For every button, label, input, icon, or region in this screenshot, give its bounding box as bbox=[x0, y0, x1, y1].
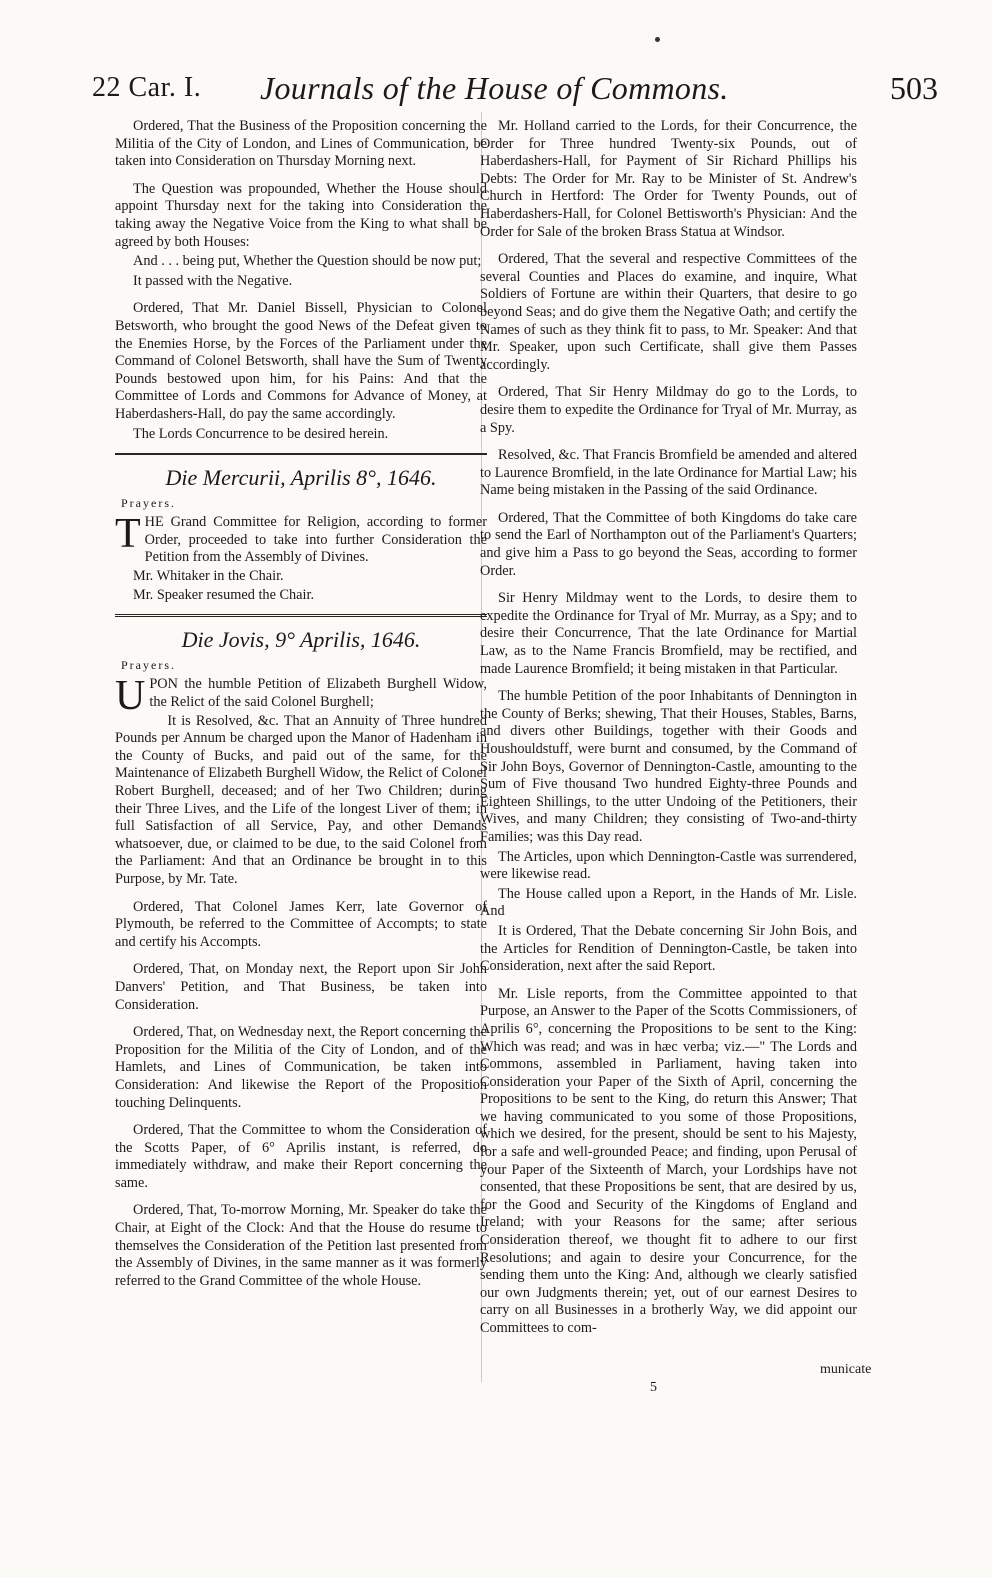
paragraph: The Question was propounded, Whether the House should appoint Thursday next for the taking into Consideration the taking away the Negative Voice from the King to what shall be agreed by both Houses: bbox=[115, 180, 487, 250]
paragraph: Ordered, That, To-morrow Morning, Mr. Speaker do take the Chair, at Eight of the Clock: And that the House do resume to themselves the Consideration of the Petition last presented from the Assembly of Divines, in the same manner as it was formerly referred to the Grand Committee of the whole House. bbox=[115, 1202, 487, 1289]
paragraph: Ordered, That, on Monday next, the Report upon Sir John Danvers' Petition, and That Business, be taken into Consideration. bbox=[115, 961, 487, 1013]
catchword: municate bbox=[820, 1362, 872, 1377]
day-heading: Die Mercurii, Aprilis 8°, 1646. bbox=[165, 465, 437, 491]
signature-mark: 5 bbox=[650, 1380, 657, 1395]
paragraph: Mr. Speaker resumed the Chair. bbox=[133, 586, 315, 603]
regnal-year: 22 Car. I. bbox=[92, 72, 202, 103]
paragraph: Ordered, That the Committee to whom the Consideration of the Scotts Paper, of 6° Aprilis instant, is referred, do immediately withdraw, and make their Report concerning the same. bbox=[115, 1122, 487, 1191]
paragraph: It is Ordered, That the Debate concerning Sir John Bois, and the Articles for Rendition of Dennington-Castle, be taken into Consideration, next after the said Report. bbox=[480, 922, 857, 975]
paragraph: The Lords Concurrence to be desired herein. bbox=[133, 425, 389, 442]
paragraph: Ordered, That the Committee of both Kingdoms do take care to send the Earl of Northampton out of the Parliament's Quarters; and give him a Pass to go beyond the Seas, according to former Order. bbox=[480, 509, 857, 579]
paragraph-text: PON the humble Petition of Elizabeth Burghell Widow, the Relict of the said Colonel Burghell; bbox=[149, 676, 487, 711]
drop-cap: U bbox=[115, 673, 146, 720]
section-rule bbox=[115, 453, 487, 455]
paragraph bbox=[115, 673, 487, 720]
running-title: Journals of the House of Commons. bbox=[260, 70, 729, 106]
paragraph: The House called upon a Report, in the Hands of Mr. Lisle. And bbox=[480, 885, 857, 920]
drop-cap: T bbox=[115, 511, 141, 558]
left-column bbox=[115, 118, 487, 1300]
paragraph: Resolved, &c. That Francis Bromfield be amended and altered to Laurence Bromfield, in the late Ordinance for Martial Law; his Name being mistaken in the Passing of the said Ordinance. bbox=[480, 447, 857, 499]
paragraph: Ordered, That the Business of the Proposition concerning the Militia of the City of London, and Lines of Communication, be taken into Consideration on Thursday Morning next. bbox=[115, 118, 487, 170]
paragraph: Mr. Holland carried to the Lords, for their Concurrence, the Order for Three hundred Twenty-six Pounds, out of Haberdashers-Hall, for Payment of Sir Richard Phillips his Debts: The Order for Mr. Ray to be Minister of St. Andrew's Church in Hertford: The Order for Twenty Pounds, out of Haberdashers-Hall, for Colonel Bettisworth's Physician: And the Order for Sale of the broken Brass Statua at Windsor. bbox=[480, 118, 857, 240]
paragraph: Ordered, That Colonel James Kerr, late Governor of Plymouth, be referred to the Committee of Accompts; to state and certify his Accompts. bbox=[115, 898, 487, 950]
paragraph: Ordered, That Sir Henry Mildmay do go to the Lords, to desire them to expedite the Ordinance for Tryal of Mr. Murray, as a Spy. bbox=[480, 384, 857, 436]
paragraph: Mr. Lisle reports, from the Committee appointed to that Purpose, an Answer to the Paper of the Scotts Commissioners, of Aprilis 6°, concerning the Propositions to be sent to the King: Which was read; and was in hæc verba; viz.—" The Lords and Commons, assembled in Parliament, having taken into Consideration your Paper of the Sixth of April, concerning the Propositions to be sent to the King, do return this Answer; That we having communicated to you some of those Propositions, which we desired, for the present, should be sent to his Majesty, for a safe and well-grounded Peace; and finding, upon Perusal of your Paper of the Sixteenth of March, your Lordships have not consented, that these Propositions be sent, that are desired by us, for the Good and Security of the Kingdoms of England and Ireland; with your Reasons for the same; after serious Consideration thereof, we thought fit to adhere to our first Resolutions; and again to desire your Concurrence, for the sending them unto the King: And, although we clearly satisfied our own Judgments therein; yet, out of our earnest Desires to carry on all Businesses in a brotherly Way, we did appoint our Committees to com- bbox=[480, 985, 857, 1336]
paragraph: The humble Petition of the poor Inhabitants of Dennington in the County of Berks; shewing, That their Houses, Stables, Barns, and divers other Buildings, together with their Goods and Houshouldstuff, were burnt and consumed, by the Command of Sir John Boys, Governor of Dennington-Castle, amounting to the Sum of Five thousand Two hundred Eighty-three Pounds and Eighteen Shillings, to the utter Undoing of the Petitioners, their Wives, and many Children; they consisting of Two-and-thirty Families; was this Day read. bbox=[480, 688, 857, 845]
paragraph bbox=[115, 511, 487, 567]
paragraph-text: HE Grand Committee for Religion, according to former Order, proceeded to take into further Consideration the Petition from the Assembly of Divines. bbox=[144, 514, 487, 566]
paragraph: Mr. Whitaker in the Chair. bbox=[133, 568, 284, 585]
paragraph: Sir Henry Mildmay went to the Lords, to desire them to expedite the Ordinance for Tryal of Mr. Murray, as a Spy; and to desire their Concurrence, That the late Ordinance for Martial Law, as to the Name Francis Bromfield, may be rectified, and made Laurence Bromfield; it being mistaken in that Particular. bbox=[480, 590, 857, 677]
paragraph: It passed with the Negative. bbox=[133, 272, 293, 289]
page-number: 503 bbox=[890, 70, 938, 106]
page-header bbox=[92, 66, 952, 110]
paragraph: It is Resolved, &c. That an Annuity of Three hundred Pounds per Annum be charged upon the Manor of Hadenham in the County of Bucks, and paid out of the same, for the Maintenance of Elizabeth Burghell Widow, the Relict of Colonel Robert Burghell, deceased; and of her Two Children; during their Three Lives, and the Life of the longest Liver of them; in full Satisfaction of all Service, Pay, and other Demands whatsoever, due, or claimed to be due, to the said Colonel from the Parliament: And that an Ordinance be brought in to this Purpose, by Mr. Tate. bbox=[115, 712, 487, 887]
paragraph: Ordered, That the several and respective Committees of the several Counties and Places do examine, and inquire, What Soldiers of Fortune are within their Quarters, that desire to go beyond Seas; and do give them the Negative Oath; and certify the Names of such as they think fit to pass, to Mr. Speaker: And that Mr. Speaker, upon such Certificate, shall give them Passes accordingly. bbox=[480, 251, 857, 373]
paragraph: Ordered, That, on Wednesday next, the Report concerning the Proposition for the Militia of the City of London, and of the Hamlets, and Lines of Communication, be taken into Consideration: And likewise the Report of the Proposition touching Delinquents. bbox=[115, 1024, 487, 1111]
prayers-label: Prayers. bbox=[121, 657, 176, 672]
paragraph: And . . . being put, Whether the Question should be now put; bbox=[133, 253, 482, 270]
day-heading: Die Jovis, 9° Aprilis, 1646. bbox=[181, 627, 421, 653]
prayers-label: Prayers. bbox=[121, 495, 176, 510]
paragraph: Ordered, That Mr. Daniel Bissell, Physician to Colonel Betsworth, who brought the good News of the Defeat given to the Enemies Horse, by the Forces of the Parliament under the Command of Colonel Betsworth, shall have the Sum of Twenty Pounds bestowed upon him, for his Pains: And that the Committee of Lords and Commons for Advance of Money, at Haberdashers-Hall, do pay the same accordingly. bbox=[115, 300, 487, 422]
section-rule bbox=[115, 614, 487, 617]
paragraph: The Articles, upon which Dennington-Castle was surrendered, were likewise read. bbox=[480, 848, 857, 883]
ink-dot bbox=[655, 37, 660, 42]
right-column bbox=[480, 118, 857, 1348]
